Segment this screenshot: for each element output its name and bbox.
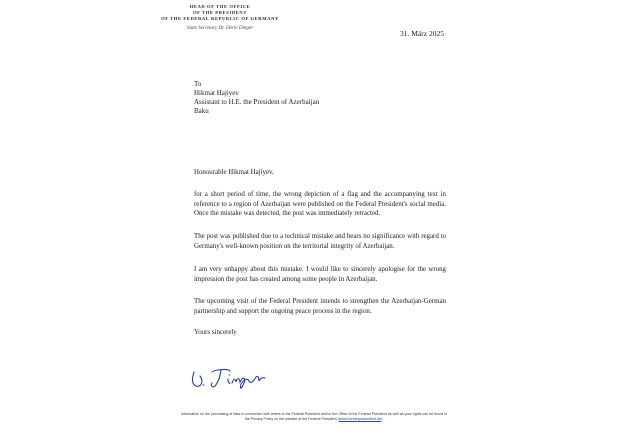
recipient-to: To — [194, 80, 202, 88]
recipient-name: Hikmat Hajiyev — [194, 89, 239, 97]
footer-text: Information on the processing of data in connection with letters to the Federal President and/or the Office of the Federal President as well as your rights can be found in the Privacy Policy on the website of the Federal President ( — [180, 412, 448, 421]
letterhead-line-3: OF THE FEDERAL REPUBLIC OF GERMANY — [161, 16, 279, 21]
sender-name: State Secretary Dr. Dörte Dinger — [186, 26, 254, 31]
letterhead-line-1: HEAD OF THE OFFICE — [189, 4, 251, 9]
signature-scribble — [188, 364, 278, 394]
closing: Yours sincerely — [194, 328, 237, 336]
letterhead-line-2: OF THE PRESIDENT — [192, 10, 248, 15]
paragraph-2: The post was published due to a technical mistake and bears no significance with regard to Germany's well-known position on the territorial integrity of Azerbaijan. — [194, 233, 446, 250]
paragraph-4: The upcoming visit of the Federal President intends to strengthen the Azerbaijan-German partnership and support the ongoing peace process in the region. — [194, 298, 446, 316]
paragraph-3: I am very unhappy about this mistake. I would like to sincerely apologise for the wrong impression the post has created among some people in Azerbaijan. — [194, 265, 446, 283]
signature-image — [188, 364, 278, 394]
recipient-title: Assistant to H.E. the President of Azerbaijan — [194, 98, 320, 106]
letterhead — [160, 4, 280, 31]
footer-end: ). — [381, 417, 384, 421]
footer-link[interactable]: www.bundespraesident.de — [338, 417, 382, 421]
salutation: Honourable Hikmat Hajiyev, — [194, 169, 274, 176]
recipient-block — [194, 80, 319, 116]
letter-date: 31. März 2025 — [400, 29, 444, 38]
paragraph-1: for a short period of time, the wrong depiction of a flag and the accompanying text in reference to a region of Azerbaijan were published on the Federal President's social media. Once the mistake was detected, the post was immediately retracted. — [194, 190, 446, 218]
privacy-footer — [178, 412, 450, 422]
recipient-city: Baku — [194, 107, 209, 115]
letter-body — [194, 168, 446, 345]
